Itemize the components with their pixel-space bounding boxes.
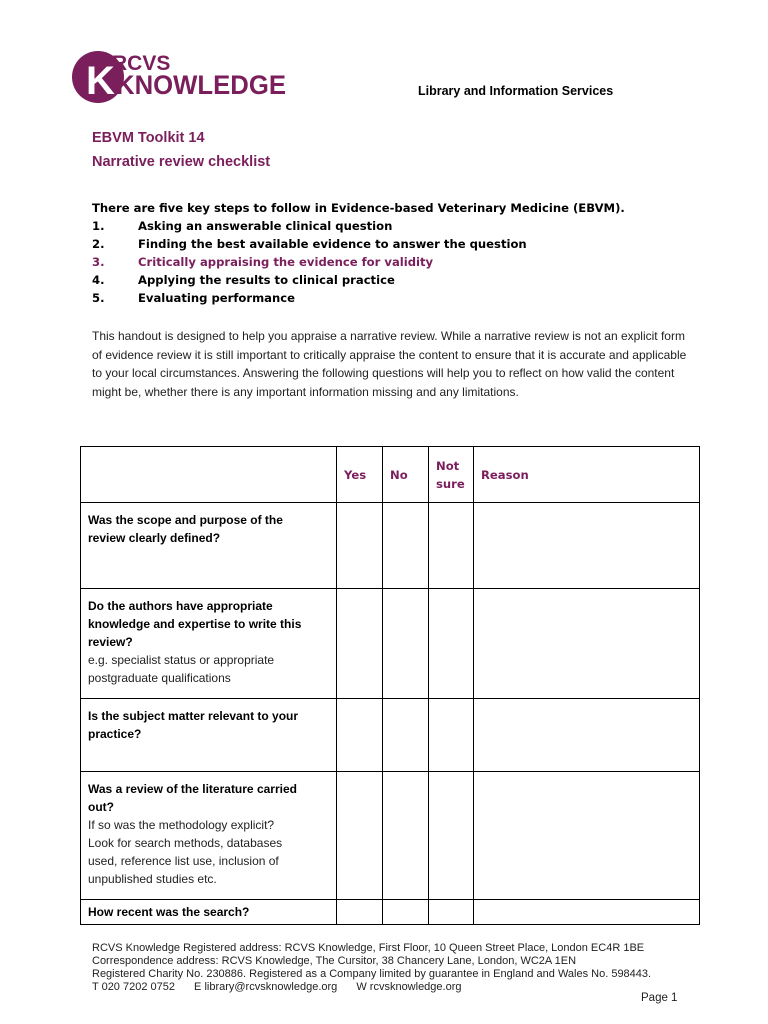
reason-cell[interactable] [474,503,700,589]
checklist-table [80,446,700,925]
steps-intro: There are five key steps to follow in Evidence-based Veterinary Medicine (EBVM). [92,201,625,215]
no-header: No [383,447,429,503]
step-item: 1. Asking an answerable clinical question [92,219,393,233]
contact-line [92,981,651,994]
question-cell: Was a review of the literature carried out? If so was the methodology explicit? Look for search methods, databases used, reference list use, inclusion of unpublished studies etc. [81,772,337,900]
registered-address: RCVS Knowledge Registered address: RCVS Knowledge, First Floor, 10 Queen Street Place, London EC4R 1BE [92,942,645,954]
not-sure-cell[interactable] [429,503,474,589]
step-item-highlighted: 3. Critically appraising the evidence for validity [92,255,434,269]
no-cell[interactable] [383,503,429,589]
not-sure-cell[interactable] [429,772,474,900]
not-sure-cell[interactable] [429,589,474,699]
library-services-label: Library and Information Services [418,84,614,98]
no-cell[interactable] [383,772,429,900]
toolkit-title: EBVM Toolkit 14 [92,130,205,146]
intro-paragraph: This handout is designed to help you appraise a narrative review. While a narrative review is not an explicit form of evidence review it is still important to critically appraise the content to ensure that it is accurate and applicable to your local circumstances. Answering the following questions will help you to reflect on how valid the content might be, whether there is any important information missing and any limitations. [92,329,687,399]
yes-cell[interactable] [337,772,383,900]
header-row [81,447,700,503]
page-number: Page 1 [641,992,678,1004]
not-sure-cell[interactable] [429,900,474,925]
table-row [81,503,700,589]
phone-number: T 020 7202 0752 [92,981,175,993]
yes-cell[interactable] [337,503,383,589]
yes-cell[interactable] [337,699,383,772]
question-cell: Do the authors have appropriate knowledge and expertise to write this review? e.g. specialist status or appropriate postgraduate qualifications [81,589,337,699]
ebvm-steps [92,199,625,307]
question-cell: Was the scope and purpose of the review clearly defined? [81,503,337,589]
reason-cell[interactable] [474,772,700,900]
not-sure-cell[interactable] [429,699,474,772]
step-item: 4. Applying the results to clinical practice [92,273,395,287]
yes-cell[interactable] [337,589,383,699]
table-row [81,772,700,900]
yes-header: Yes [337,447,383,503]
website-link[interactable]: W rcvsknowledge.org [356,981,462,993]
table-row [81,699,700,772]
svg-text:RCVS: RCVS [112,52,171,75]
reason-cell[interactable] [474,589,700,699]
correspondence-address: Correspondence address: RCVS Knowledge, The Cursitor, 38 Chancery Lane, London, WC2A 1EN [92,955,577,967]
step-item: 5. Evaluating performance [92,291,295,305]
reason-cell[interactable] [474,900,700,925]
question-header [81,447,337,503]
svg-text:K: K [86,59,115,103]
svg-text:KNOWLEDGE: KNOWLEDGE [116,70,286,100]
table-row [81,900,700,925]
reason-header: Reason [474,447,700,503]
email-link[interactable]: E library@rcvsknowledge.org [194,981,338,993]
step-item: 2. Finding the best available evidence to answer the question [92,237,527,251]
no-cell[interactable] [383,900,429,925]
question-cell: How recent was the search? [81,900,337,925]
charity-info: Registered Charity No. 230886. Registered as a Company limited by guarantee in England and Wales No. 598443. [92,968,652,980]
question-cell: Is the subject matter relevant to your practice? [81,699,337,772]
no-cell[interactable] [383,589,429,699]
checklist-title: Narrative review checklist [92,154,271,170]
not-sure-header: Not sure [429,447,474,503]
rcvs-knowledge-logo [72,50,288,104]
footer [92,942,651,994]
table-row [81,589,700,699]
yes-cell[interactable] [337,900,383,925]
no-cell[interactable] [383,699,429,772]
reason-cell[interactable] [474,699,700,772]
